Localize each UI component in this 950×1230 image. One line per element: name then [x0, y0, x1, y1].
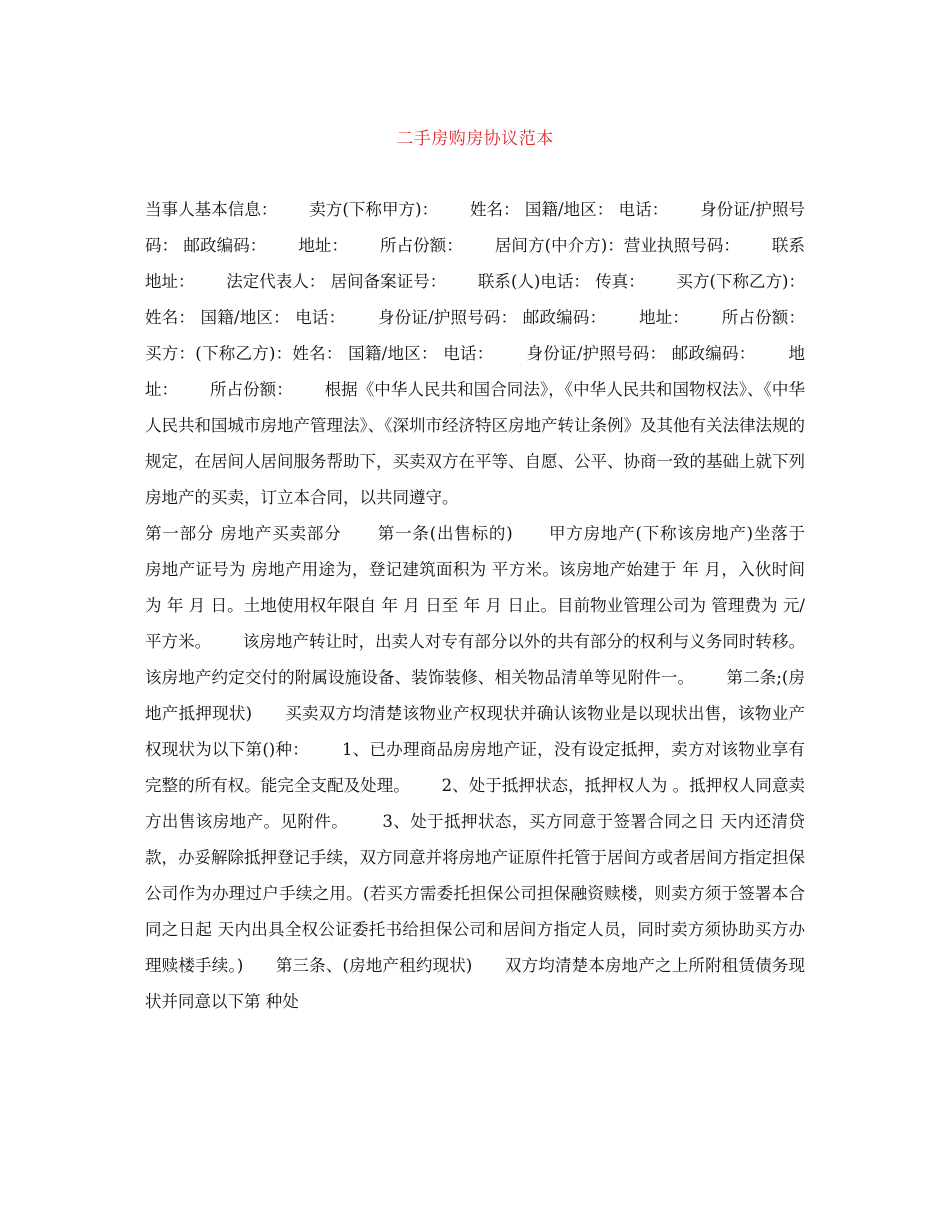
document-title: 二手房购房协议范本 — [396, 129, 554, 149]
document-body: 当事人基本信息： 卖方(下称甲方)： 姓名： 国籍/地区： 电话： 身份证/护照号码： 邮政编码： 地址： 所占份额： 居间方(中介方)：营业执照号码： 联系地址： 法定代表人： 居间备案证号： 联系(人)电话： 传真： 买方(下称乙方)： 姓名： 国籍/地区： 电话： 身份证/护照号码： 邮政编码： 地址： 所占份额： 买方：(下称乙方)：姓名： 国籍/地区： 电话： 身份证/护照号码： 邮政编码： 地址： 所占份额： 根据《中华人民共和国合同法》，《中华人民共和国物权法》、《中华人民共和国城市房地产管理法》、《深圳市经济特区房地产转让条例》及其他有关法律法规的规定，在居间人居间服务帮助下，买卖双方在平等、自愿、公平、协商一致的基础上就下列房地产的买卖，订立本合同，以共同遵守。 第一部分 房地产买卖部分 第一条(出售标的) 甲方房地产(下称该房地产)坐落于 房地产证号为 房地产用途为，登记建筑面积为 平方米。该房地产始建于 年 月，入伙时间为 年 月 日。土地使用权年限自 年 月 日至 年 月 日止。目前物业管理公司为 管理费为 元/平方米。 该房地产转让时，出卖人对专有部分以外的共有部分的权利与义务同时转移。 该房地产约定交付的附属设施设备、装饰装修、相关物品清单等见附件一。 第二条;(房地产抵押现状) 买卖双方均清楚该物业产权现状并确认该物业是以现状出售，该物业产权现状为以下第()种： 1、已办理商品房房地产证，没有设定抵押，卖方对该物业享有完整的所有权。能完全支配及处理。 2、处于抵押状态，抵押权人为 。抵押权人同意卖方出售该房地产。见附件。 3、处于抵押状态，买方同意于签署合同之日 天内还清贷款，办妥解除抵押登记手续，双方同意并将房地产证原件托管于居间方或者居间方指定担保公司作为办理过户手续之用。(若买方需委托担保公司担保融资赎楼，则卖方须于签署本合同之日起 天内出具全权公证委托书给担保公司和居间方指定人员，同时卖方须协助买方办理赎楼手续。) 第三条、(房地产租约现状) 双方均清楚本房地产之上所附租赁债务现状并同意以下第 种处 — [145, 200, 805, 1011]
